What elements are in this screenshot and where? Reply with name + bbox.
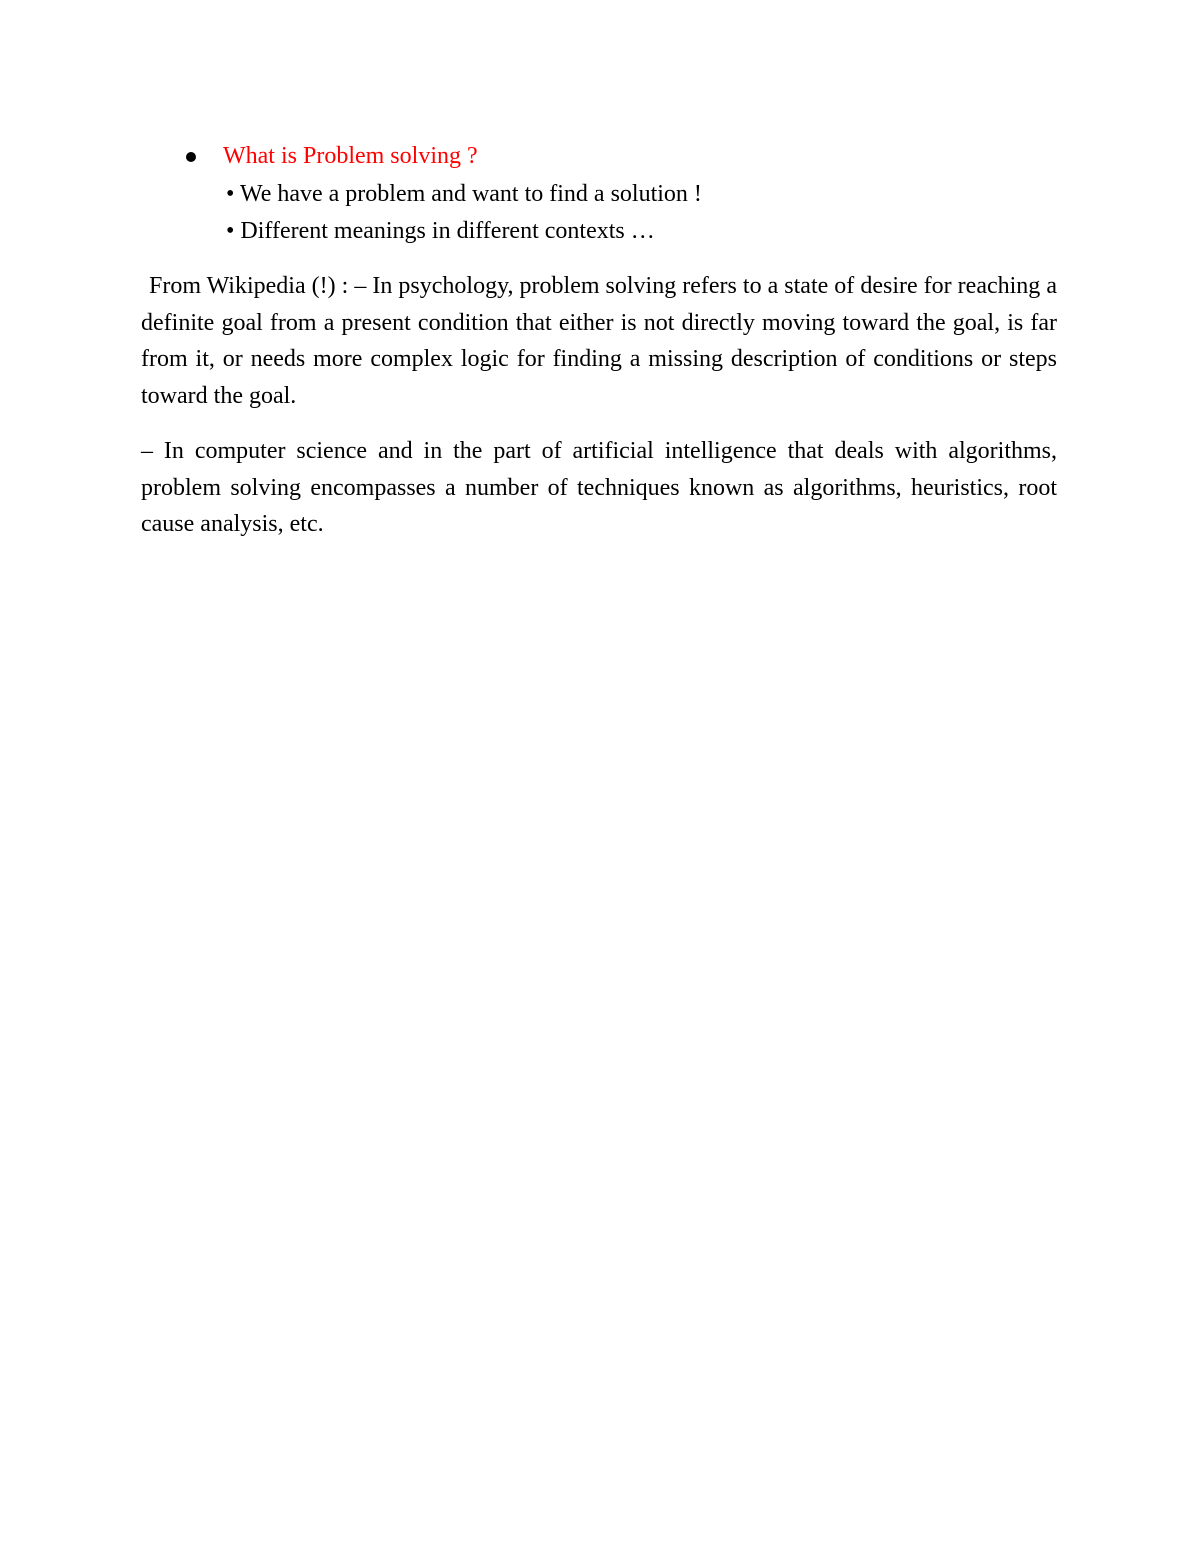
sub-bullet-list [141,176,1057,250]
main-bullet-item [141,138,1057,176]
paragraph-psychology: From Wikipedia (!) : – In psychology, problem solving refers to a state of desire for reaching a definite goal from a present condition that either is not directly moving toward the goal, is far from it, or needs more complex logic for finding a missing description of conditions or steps toward the goal. [141,273,1057,409]
bullet-dot-icon [186,152,196,162]
paragraph-computer-science: – In computer science and in the part of artificial intelligence that deals with algorithms, problem solving encompasses a number of techniques known as algorithms, heuristics, root cause analysis, etc. [141,438,1057,537]
sub-bullet-item: • Different meanings in different contexts … [226,218,655,244]
sub-bullet-item: • We have a problem and want to find a solution ! [226,181,702,207]
document-body [141,138,1057,543]
bullet-heading: What is Problem solving ? [223,143,478,169]
